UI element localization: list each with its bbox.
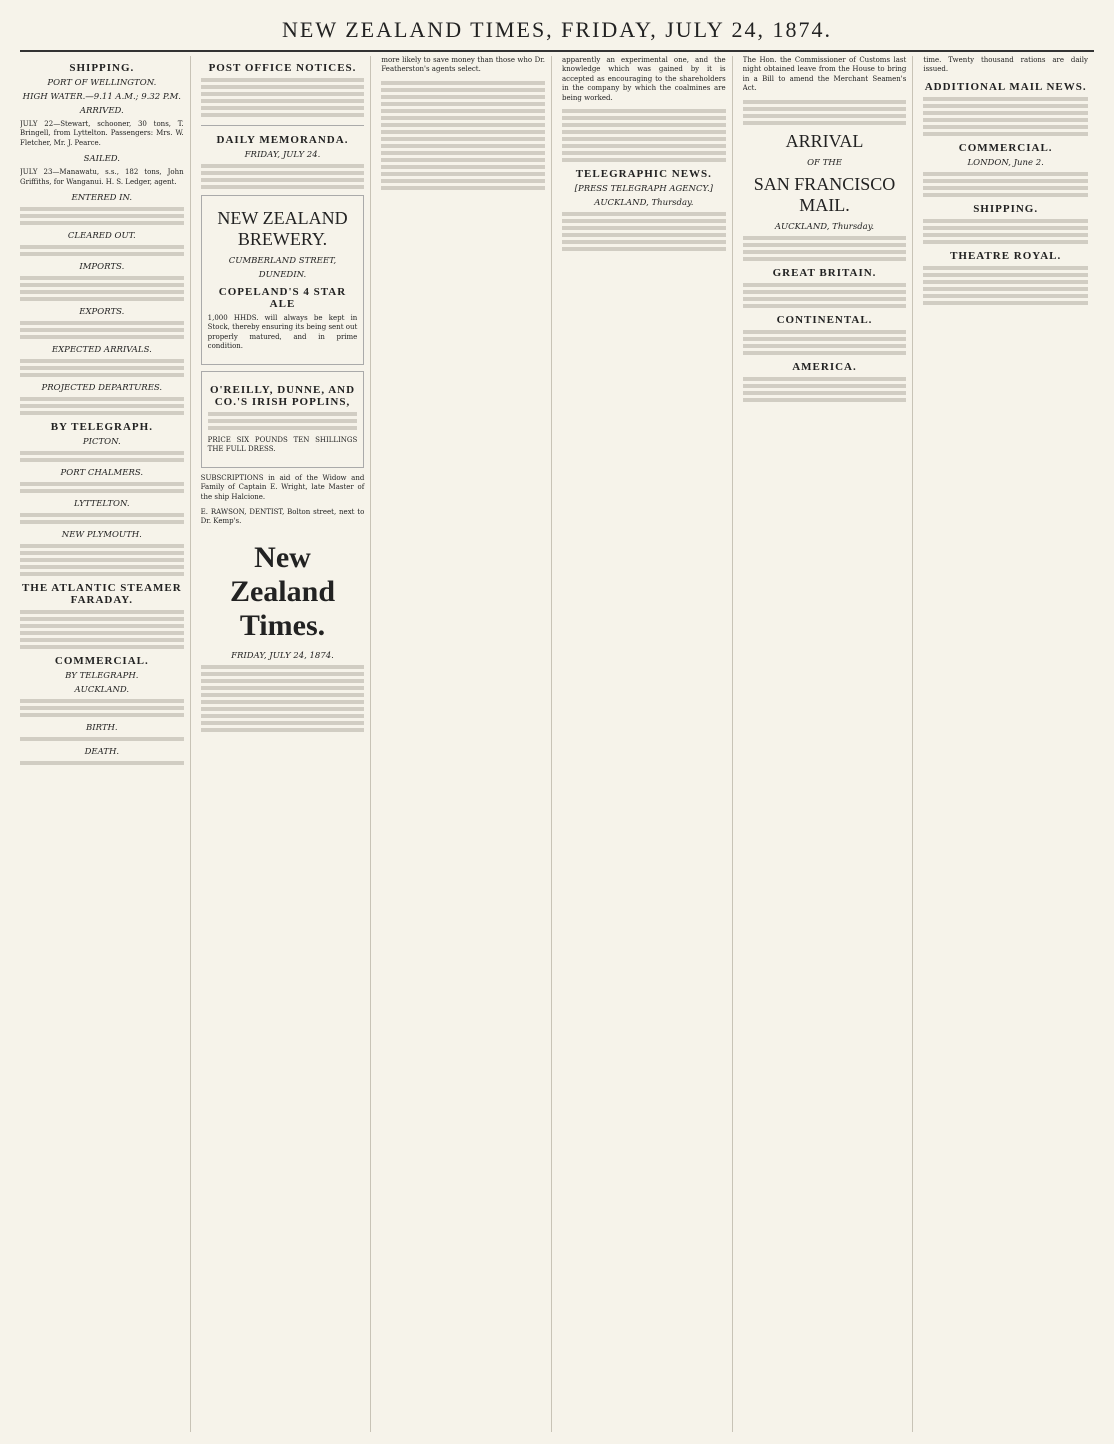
- brewery-street: CUMBERLAND STREET,: [228, 256, 337, 266]
- text-block: [562, 109, 726, 162]
- birth-heading: BIRTH.: [86, 723, 118, 734]
- text-block: [20, 610, 184, 649]
- text-block: [201, 164, 365, 189]
- columns: [20, 56, 1094, 1432]
- subscriptions-text: SUBSCRIPTIONS in aid of the Widow and Family of Captain E. Wright, late Master of the ship Halcione.: [200, 473, 365, 501]
- text-block: [20, 276, 184, 301]
- poplins-price: PRICE SIX POUNDS TEN SHILLINGS THE FULL DRESS.: [207, 435, 358, 454]
- text-block: [923, 172, 1088, 197]
- ale-heading: COPELAND'S 4 STAR ALE: [218, 286, 347, 310]
- port-chalmers-heading: PORT CHALMERS.: [60, 468, 144, 479]
- death-heading: DEATH.: [84, 747, 120, 758]
- commercial-heading-2: COMMERCIAL.: [958, 141, 1053, 154]
- text-block: [20, 513, 184, 524]
- text-block: [201, 78, 365, 117]
- column-4: [562, 56, 733, 1432]
- lyttelton-heading: LYTTELTON.: [74, 499, 130, 510]
- brewery-title: NEW ZEALAND BREWERY.: [217, 208, 348, 249]
- text-block: [743, 283, 907, 308]
- text-block: [20, 245, 184, 256]
- telegraphic-news-heading: TELEGRAPHIC NEWS.: [575, 168, 712, 181]
- column-2: [201, 56, 372, 1432]
- masthead-title: NEW ZEALAND TIMES, FRIDAY, JULY 24, 1874.: [282, 17, 832, 42]
- nz-times-date: FRIDAY, JULY 24, 1874.: [231, 650, 334, 661]
- text-block: [562, 212, 726, 251]
- text-block: [20, 544, 184, 576]
- continental-heading: CONTINENTAL.: [776, 313, 873, 326]
- picton-heading: PICTON.: [82, 437, 121, 448]
- of-the: OF THE: [807, 157, 842, 168]
- column-5: [743, 56, 914, 1432]
- exports-heading: EXPORTS.: [79, 307, 125, 318]
- text-block: [743, 330, 907, 355]
- brewery-city: DUNEDIN.: [258, 270, 307, 280]
- projected-departures-heading: PROJECTED DEPARTURES.: [41, 383, 163, 394]
- port-wellington: PORT OF WELLINGTON.: [47, 78, 157, 88]
- text-block: [20, 699, 184, 717]
- auckland-date: AUCKLAND, Thursday.: [774, 221, 875, 232]
- entered-heading: ENTERED IN.: [71, 193, 133, 204]
- post-office-heading: POST OFFICE NOTICES.: [208, 62, 357, 74]
- great-britain-heading: GREAT BRITAIN.: [772, 266, 877, 279]
- brewery-ad: [201, 195, 365, 365]
- memoranda-date: FRIDAY, JULY 24.: [244, 150, 321, 160]
- arrived-heading: ARRIVED.: [79, 106, 124, 116]
- text-block: [208, 412, 358, 430]
- masthead: [20, 10, 1094, 52]
- text-block: [743, 377, 907, 402]
- text-block: [20, 359, 184, 377]
- additional-mail-heading: ADDITIONAL MAIL NEWS.: [924, 80, 1087, 93]
- expected-arrivals-heading: EXPECTED ARRIVALS.: [51, 345, 152, 356]
- text-block: [743, 100, 907, 125]
- text-block: [20, 397, 184, 415]
- by-telegraph-heading: BY TELEGRAPH.: [50, 421, 153, 434]
- sailed-text: JULY 23—Manawatu, s.s., 182 tons, John Griffiths, for Wanganui. H. S. Ledger, agent.: [20, 168, 184, 186]
- text-block: [743, 236, 907, 261]
- london-date: LONDON, June 2.: [967, 157, 1044, 168]
- auckland-heading: AUCKLAND.: [74, 685, 130, 696]
- text-block: [381, 81, 545, 190]
- article-text: apparently an experimental one, and the knowledge which was gained by it is accepted as encouraging to the shareholders in the company by which the coalmines are being worked.: [562, 56, 726, 102]
- column-3: [381, 56, 552, 1432]
- nz-times-title: New Zealand Times.: [229, 540, 335, 642]
- shipping-heading-2: SHIPPING.: [973, 202, 1039, 215]
- divider: [201, 125, 365, 126]
- arrived-text: JULY 22—Stewart, schooner, 30 tons, T. Bringell, from Lyttelton. Passengers: Mrs. W. Fletcher, Mr. J. Pearce.: [20, 120, 184, 147]
- text-block: [20, 207, 184, 225]
- column-1: [20, 56, 191, 1432]
- high-water: HIGH WATER.—9.11 A.M.; 9.32 P.M.: [22, 92, 181, 102]
- text-block: [20, 761, 184, 765]
- poplins-ad: [201, 371, 365, 468]
- article-text: The Hon. the Commissioner of Customs last night obtained leave from the House to bring in a Bill to amend the Merchant Seamen's Act.: [742, 56, 907, 93]
- text-block: [20, 482, 184, 493]
- imports-heading: IMPORTS.: [79, 262, 125, 273]
- text-block: [923, 266, 1088, 305]
- article-text: more likely to save money than those who Dr. Featherston's agents select.: [381, 56, 545, 74]
- america-heading: AMERICA.: [792, 360, 857, 373]
- faraday-heading: THE ATLANTIC STEAMER FARADAY.: [21, 582, 182, 607]
- arrival-heading: ARRIVAL: [785, 130, 864, 151]
- commercial-heading: COMMERCIAL.: [54, 655, 149, 668]
- theatre-royal-heading: THEATRE ROYAL.: [950, 249, 1062, 262]
- text-block: [201, 665, 365, 732]
- text-block: [923, 219, 1088, 244]
- column-6: [923, 56, 1094, 1432]
- dentist-text: E. RAWSON, DENTIST, Bolton street, next to Dr. Kemp's.: [200, 507, 365, 526]
- press-agency: [PRESS TELEGRAPH AGENCY.]: [574, 184, 713, 195]
- sf-mail-heading: SAN FRANCISCO MAIL.: [753, 173, 896, 215]
- commercial-telegraph: BY TELEGRAPH.: [65, 671, 139, 682]
- new-plymouth-heading: NEW PLYMOUTH.: [61, 530, 142, 541]
- shipping-heading: SHIPPING.: [69, 62, 135, 74]
- cleared-heading: CLEARED OUT.: [67, 231, 136, 242]
- brewery-text: 1,000 HHDS. will always be kept in Stock, thereby ensuring its being sent out properly matured, and in prime condition.: [207, 314, 358, 351]
- poplins-heading: O'REILLY, DUNNE, AND CO.'S IRISH POPLINS,: [209, 383, 356, 408]
- text-block: [20, 451, 184, 462]
- sailed-heading: SAILED.: [83, 154, 121, 165]
- text-block: [20, 321, 184, 339]
- text-block: [20, 737, 184, 741]
- auckland-date: AUCKLAND, Thursday.: [594, 198, 694, 209]
- article-text: time. Twenty thousand rations are daily issued.: [923, 56, 1088, 74]
- text-block: [923, 97, 1088, 136]
- daily-memoranda-heading: DAILY MEMORANDA.: [216, 134, 349, 146]
